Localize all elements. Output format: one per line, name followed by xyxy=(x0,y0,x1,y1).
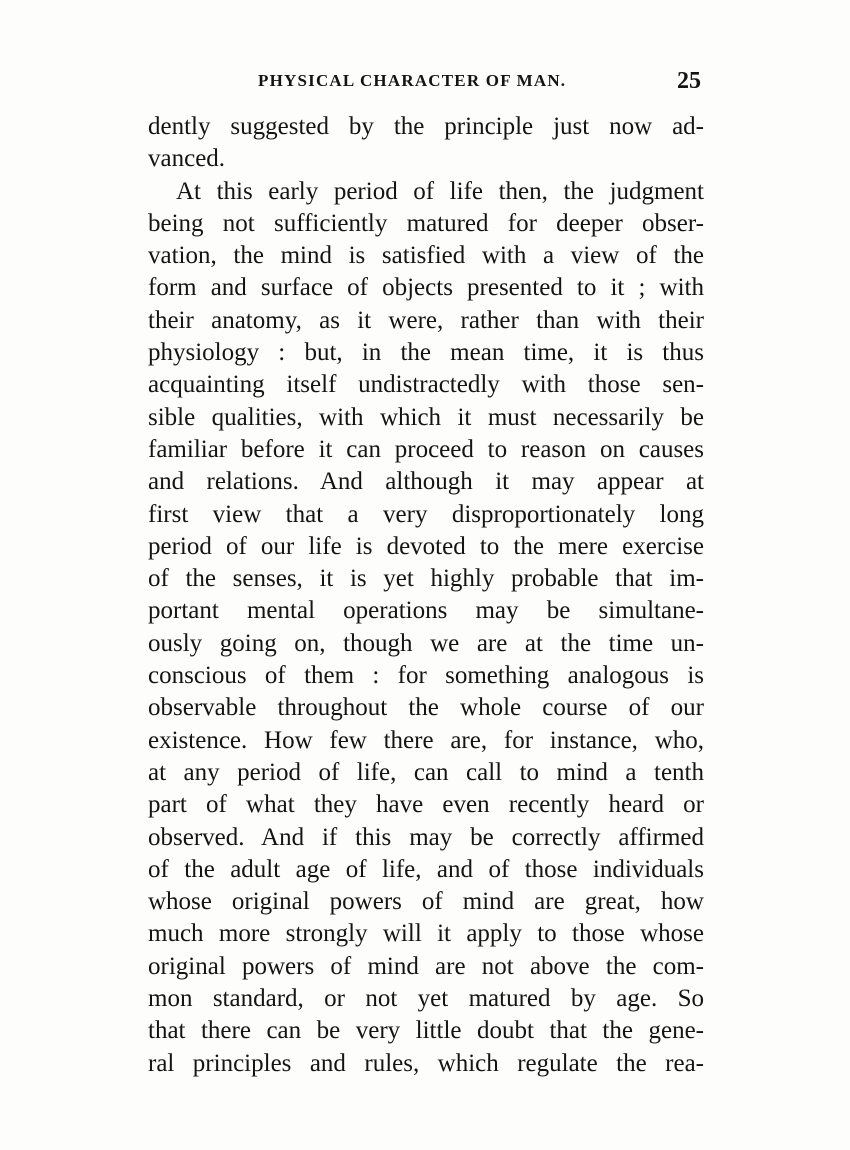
text-line: sible qualities, with which it must necessarily be xyxy=(148,403,704,431)
text-line: at any period of life, can call to mind a tenth xyxy=(148,758,704,786)
text-line: of the adult age of life, and of those individuals xyxy=(148,855,704,883)
text-line: first view that a very disproportionately long xyxy=(148,500,704,528)
text-line: mon standard, or not yet matured by age. So xyxy=(148,985,704,1013)
text-line: familiar before it can proceed to reason on causes xyxy=(148,435,704,463)
text-line: observable throughout the whole course of our xyxy=(148,694,704,722)
text-line: physiology : but, in the mean time, it is thus xyxy=(148,339,704,367)
text-line: existence. How few there are, for instance, who, xyxy=(148,726,704,754)
body-text xyxy=(148,111,704,1080)
text-line: being not sufficiently matured for deeper obser- xyxy=(148,209,704,237)
text-line: of the senses, it is yet highly probable that im- xyxy=(148,565,704,593)
text-line: ral principles and rules, which regulate the rea- xyxy=(148,1049,704,1077)
text-line: period of our life is devoted to the mere exercise xyxy=(148,532,704,560)
text-line: that there can be very little doubt that the gene- xyxy=(148,1017,704,1045)
running-title: PHYSICAL CHARACTER OF MAN. xyxy=(258,71,567,90)
text-line: their anatomy, as it were, rather than with their xyxy=(148,306,704,334)
text-line: conscious of them : for something analogous is xyxy=(148,662,704,690)
text-line: much more strongly will it apply to those whose xyxy=(148,920,704,948)
text-line: part of what they have even recently heard or xyxy=(148,791,704,819)
text-line: and relations. And although it may appear at xyxy=(148,468,704,496)
text-line: acquainting itself undistractedly with those sen- xyxy=(148,371,704,399)
text-line: vanced. xyxy=(148,145,226,173)
running-head xyxy=(150,64,705,98)
text-line: ously going on, though we are at the time un- xyxy=(148,629,704,657)
text-line: At this early period of life then, the judgment xyxy=(176,177,704,205)
text-line: original powers of mind are not above the com- xyxy=(148,952,704,980)
text-line: vation, the mind is satisfied with a view of the xyxy=(148,242,704,270)
text-line: dently suggested by the principle just now ad- xyxy=(148,113,704,140)
text-line: form and surface of objects presented to it ; with xyxy=(148,274,704,302)
page-number: 25 xyxy=(677,68,701,94)
text-line: whose original powers of mind are great, how xyxy=(148,888,704,916)
text-line: observed. And if this may be correctly affirmed xyxy=(148,823,704,851)
text-line: portant mental operations may be simultane- xyxy=(148,597,704,625)
